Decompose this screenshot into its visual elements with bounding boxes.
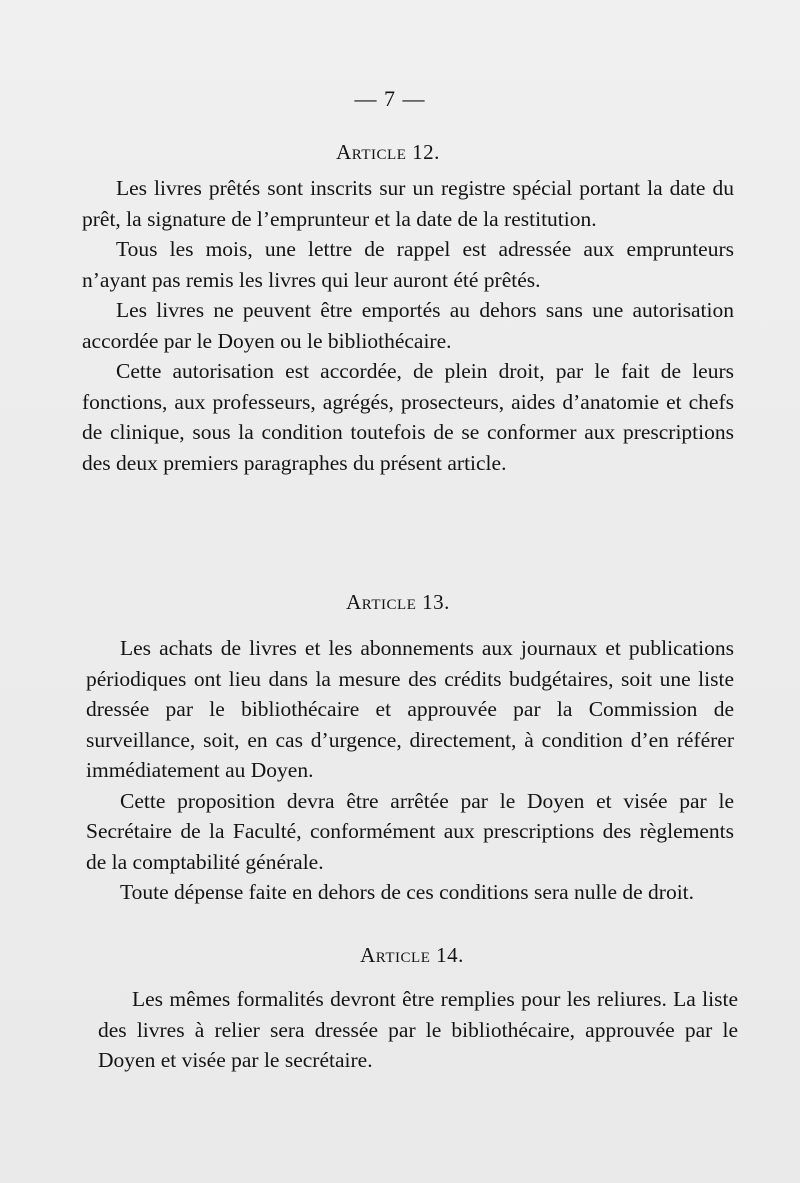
article-13-heading: Article 13. — [346, 590, 450, 614]
article-12-heading: Article 12. — [336, 140, 440, 164]
article-12-paragraph-2: Tous les mois, une lettre de rappel est adressée aux emprunteurs n’ayant pas remis les livres qui leur auront été prêtés. — [82, 237, 734, 292]
article-13-paragraph-3: Toute dépense faite en dehors de ces conditions sera nulle de droit. — [120, 880, 695, 904]
article-13-paragraph-2: Cette proposition devra être arrêtée par le Doyen et visée par le Secrétaire de la Faculté, conformément aux prescriptions des règlements de la comptabilité générale. — [86, 788, 734, 874]
article-13-body — [86, 633, 734, 908]
page-number: — 7 — — [354, 86, 426, 111]
article-12-body — [82, 173, 734, 478]
article-12-paragraph-4: Cette autorisation est accordée, de plein droit, par le fait de leurs fonctions, aux professeurs, agrégés, prosecteurs, aides d’anatomie et chefs de clinique, sous la condition toutefois de se conformer aux prescriptions des deux premiers paragraphes du présent article. — [82, 359, 734, 475]
article-12-paragraph-1: Les livres prêtés sont inscrits sur un registre spécial portant la date du prêt, la signature de l’emprunteur et la date de la restitution. — [82, 176, 734, 231]
article-14-heading: Article 14. — [360, 943, 464, 967]
article-13-paragraph-1: Les achats de livres et les abonnements aux journaux et publications périodiques ont lieu dans la mesure des crédits budgétaires, soit une liste dressée par le bibliothécaire et approuvée par la Commission de surveillance, soit, en cas d’urgence, directement, à condition d’en référer immédiatement au Doyen. — [86, 636, 734, 782]
article-12-paragraph-3: Les livres ne peuvent être emportés au dehors sans une autorisation accordée par le Doyen ou le bibliothécaire. — [82, 298, 734, 353]
article-14-body — [98, 984, 738, 1076]
article-14-paragraph-1: Les mêmes formalités devront être remplies pour les reliures. La liste des livres à relier sera dressée par le bibliothécaire, approuvée par le Doyen et visée par le secrétaire. — [98, 987, 738, 1072]
